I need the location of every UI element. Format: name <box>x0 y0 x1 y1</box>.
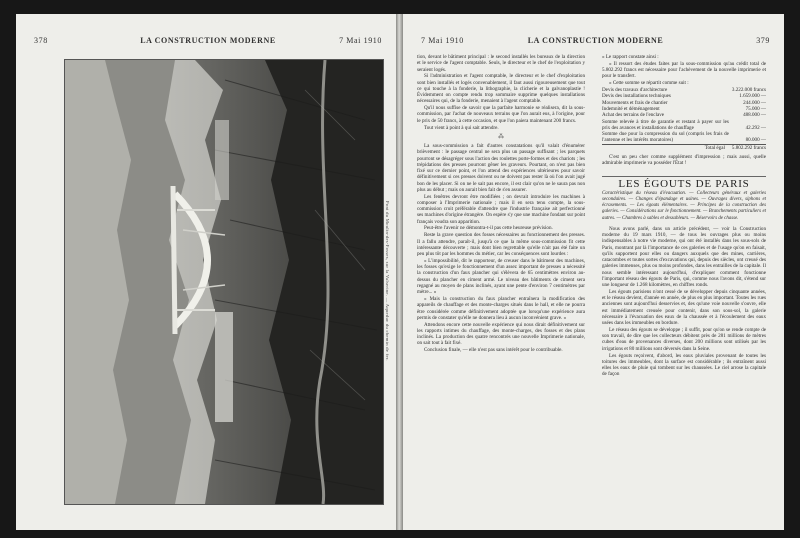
budget-amount: 3.222.000 francs <box>731 87 766 94</box>
paragraph: La sous-commission a fait d'autres constatations qu'il valait d'énumérer brièvement : le passage central ne sera plus un passage suffisant ; les parquets pourront se désagréger sous l'action des roulettes porte-formes et des chariots ; les trépidations des presses pourront gêner les graveurs. Pourtant, on n'est pas bien fixé sur ce dernier point, et l'on attend des expériences ultérieures pour savoir définitivement si ces presses doivent ou ne doivent pas rester là où l'on avait jugé bon de les placer. Si on ne le sait pas encore, il est clair qu'on ne le saura pas non plus au début ; mais on aurait bien fait de s'en assurer. <box>417 143 585 193</box>
paragraph: Conclusion finale, — elle n'est pas sans intérêt pour le contribuable. <box>424 347 563 354</box>
budget-label: Total égal <box>602 144 729 151</box>
paragraph: tion, devant le bâtiment principal : le second installés les bureaux de la direction et le service de l'agent comptable. Seuls, le directeur et le chef de l'exploitation y seraient logés. <box>417 54 585 73</box>
paragraph: Peut-être l'avenir ne démontra-t-il pas cette heureuse prévision. <box>424 225 553 232</box>
budget-amount: 80.000 — <box>745 137 766 144</box>
budget-amount: 42.292 — <box>745 124 766 131</box>
section-summary: Caractéristique du réseau d'évacuation. — Collecteurs généraux et galeries secondaires. — Changes d'épandage et usines. — Ouvrages divers, siphons et écrasements. — Les égouts élémentaires. — Principes de la construction des galeries. — Considérations sur le fonctionnement. — Branchements particuliers et autres. — Chambres à sables et dessableurs. — Réservoirs de chasse. <box>602 190 766 221</box>
page-number: 379 <box>756 36 770 45</box>
budget-amount: 488.000 — <box>743 112 766 119</box>
paragraph: Les fenêtres devront être modifiées ; on devrait introduire les machines à composer à l'Imprimerie nationale ; mais il en sera tenu compte, la sous-commission croit préférable d'attendre que l'industrie française ait perfectionné ses machines d'origine étrangère. On espère s'y que une machine fondant sur point français voudra son apparition. <box>417 193 585 225</box>
right-page <box>403 14 784 530</box>
bridge-photo-illustration <box>65 60 383 504</box>
text-column-1 <box>417 54 585 354</box>
budget-label: Somme relevée à titre de garantie et restant à payer sur les prix des avances et installations de chauffage <box>602 118 729 131</box>
paragraph: « Le rapport constate ainsi : <box>602 54 659 60</box>
table-row <box>602 119 766 132</box>
paragraph: Qu'il nous suffise de savoir que la parfaite harmonie se réalisera, dit la sous-commission, par l'achat de nouveaux terrains que l'on aurait eus, à l'origine, pour le prix de 50 francs, à cette occasion, et que l'on paiera maintenant 200 francs. <box>417 105 585 124</box>
table-row-total <box>602 144 766 151</box>
page-gutter <box>396 14 403 530</box>
section-separator: ⁂ <box>498 133 504 140</box>
paragraph: « Il ressort des études faites par la sous-commission qu'au crédit total de 5.802.292 francs est nécessaire pour l'achèvement de la nouvelle imprimerie et pour le transfert. <box>602 60 766 80</box>
budget-label: Devis des travaux d'architecture <box>602 87 668 94</box>
budget-label: Indemnité et déménagement <box>602 105 660 112</box>
budget-label: Devis des installations techniques <box>602 93 671 100</box>
photo-caption: Pont du Moulin-des-Fosses, sur la Valserine. — Aqueduc du chemin de fer. <box>385 201 390 361</box>
right-page-header <box>421 36 770 48</box>
paragraph: Si l'administration et l'agent comptable, le directeur et le chef d'exploitation sont bien installés et logés convenablement, il faut aussi rigoureusement que tout ce qui touche à la fonderie, la lithographie, la clicherie et la galvanoplastie ! Évidemment on compte rendu trop sommaire supprime quelques installations nécessaires qui, de la fonderie, menaient à l'agent comptable. <box>417 73 585 105</box>
paragraph: Le réseau des égouts se développe ; il suffit, pour qu'on se rende compte de son travail, de dire que les collecteurs débitent près de 281 millions de mètres cubes d'eau de provenances diverses, dont 200 millions sont utilisés par les irrigations et 80 millions sont déversés dans la Seine. <box>602 326 766 352</box>
budget-amount: 1.659.000 — <box>739 93 766 100</box>
section-title: LES ÉGOUTS DE PARIS <box>602 176 766 187</box>
paragraph: « Cette somme se répartit comme suit : <box>609 80 689 87</box>
table-row <box>602 131 766 144</box>
paragraph: Nous avons parlé, dans un article précédent, — voir la Construction moderne du 19 mars 1910, — de tous les ouvrages plus ou moins indispensables à notre vie moderne, qui ont été installés dans les sous-sols de Paris, montrant par là l'importance de ces galeries et de l'usage qu'on en faisait, qu'ils supportent pour elles ou dangers auxquels que des mines, carrières, catacombes et toutes sortes d'excavations qui, depuis des siècles, ont creusé des galeries immenses, plus ou moins profondes, dans les entrailles de la capitale. Il nous semble intéressant aujourd'hui, d'expliquer comment fonctionne l'important réseau des égouts de Paris, qui, comme nous l'avons dit, s'étend sur une longueur de 1.268 kilomètres, en chiffres ronds. <box>602 225 766 289</box>
paragraph: « Mais la construction du faux plancher entraînera la modification des appareils de chauffage et des monte-charges situés dans le hall, et elle ne pourra être considérée comme définitivement adoptée que lorsqu'une expérience aura permis de constater qu'elle ne donnera lieu à aucun inconvénient grave. » <box>417 296 585 321</box>
issue-date: 7 Mai 1910 <box>421 36 464 45</box>
paragraph: Attendons encore cette nouvelle expérience qui nous dirait définitivement sur les rapports intimes du chauffage, des monte-charges, des fosses et des plans inclinés. La production des quatre rencontrés une nouvelle Imprimerie nationale, on sait tout à fait fixé. <box>417 321 585 347</box>
paragraph: C'est un peu cher comme supplément d'impression ; mais aussi, quelle admirable imprimerie va posséder l'État ! <box>602 154 766 167</box>
budget-label: Somme due pour la compression du sol (compris les frais de l'antenne et les intérêts moratoires) <box>602 131 729 144</box>
paragraph: « L'impossibilité, dit le rapporteur, de creuser dans le bâtiment des machines, les fosses qu'exige le fonctionnement d'un assez important de presses a nécessité la construction d'un faux plancher qui s'élèvera de 65 centimètres environ au-dessus du plancher en ciment armé. Le niveau des bâtiments de ciment sera regagné au moyen de plans inclinés, ayant une pente d'environ 7 centimètres par mètre... » <box>417 257 585 296</box>
budget-amount: 244.000 — <box>743 99 766 106</box>
paragraph: Les égouts reçoivent, d'abord, les eaux pluviales provenant de toutes les toitures des immeubles, dont la surface est considérable ; ils entraînent aussi elles les eaux de pluie qui tombent sur les chaussées. Le ciel arrose la capitale de façon <box>602 352 766 378</box>
journal-title: LA CONSTRUCTION MODERNE <box>140 36 276 45</box>
page-number: 378 <box>34 36 48 45</box>
paragraph: Les égouts parisiens n'ont cessé de se développer depuis cinquante années, et le réseau devient, d'année en année, de plus en plus important. Toutes les rues anciennes sont aujourd'hui desservies et, des qu'une voie nouvelle s'ouvre, elle est immédiatement creusée pour contenir, dans son sous-sol, la galerie nécessaire à l'évacuation des eaux de la chaussée et à l'écoulement des eaux usées dans les immeubles en bordure. <box>602 288 766 327</box>
budget-amount: 75.000 — <box>745 105 766 112</box>
text-column-2 <box>602 54 766 378</box>
bridge-photograph <box>65 60 383 504</box>
issue-date: 7 Mai 1910 <box>339 36 382 45</box>
left-page <box>16 14 396 530</box>
budget-label: Achat des terrains de l'enclave <box>602 112 665 119</box>
budget-amount: 5.802.292 francs <box>729 144 766 151</box>
paragraph: Reste la grave question des fosses nécessaires au fonctionnement des presses. Il a fallu attendre, paraît-il, jusqu'à ce que la même sous-commission fit cette intéressante découverte ; mais dont bien regrettable qu'elle n'ait pas été faite un peu plus tôt par les hommes du métier, car les conséquences sont lourdes : <box>417 232 585 258</box>
left-page-header <box>34 36 382 48</box>
journal-title: LA CONSTRUCTION MODERNE <box>527 36 664 45</box>
paragraph: Tout vient à point à qui sait attendre. <box>424 124 499 131</box>
budget-table <box>602 87 766 151</box>
budget-label: Mouvements et frais de chantier <box>602 99 668 106</box>
